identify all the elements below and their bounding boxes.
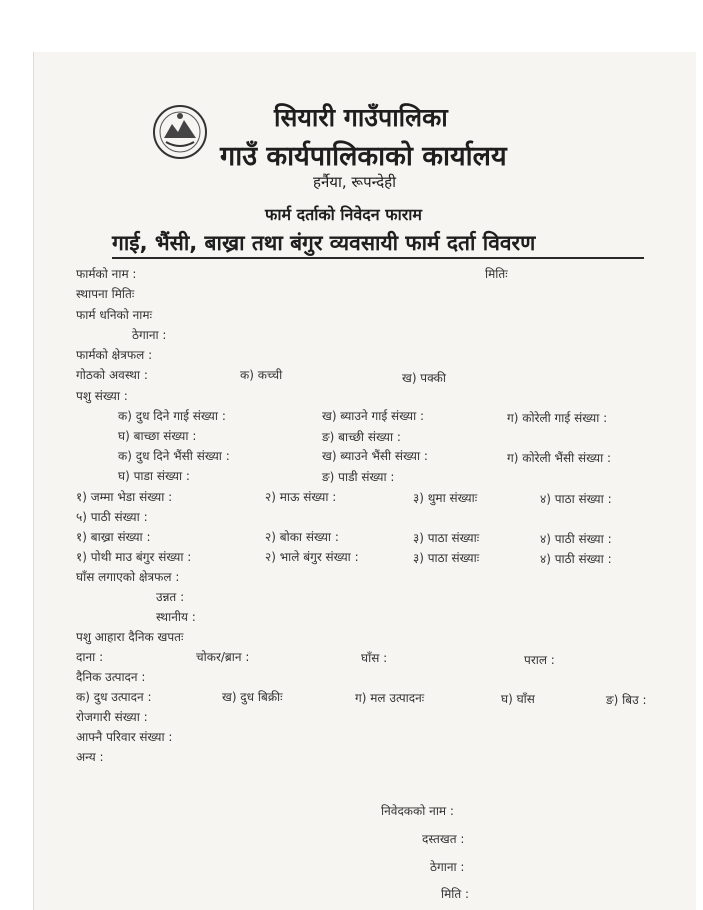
seed-production-label: ङ) बिउ : [606, 693, 647, 707]
sheep-kid-female-label: ५) पाठी संख्या : [76, 510, 148, 524]
sheep-ewe-label: २) माऊ संख्या : [265, 490, 337, 504]
feed-grain-label: दाना : [76, 650, 104, 664]
office-name: गाउँ कार्यपालिकाको कार्यालय [220, 141, 507, 172]
sheep-kid-male-label: ४) पाठा संख्या : [540, 492, 612, 506]
feed-daily-label: पशु आहारा दैनिक खपतः [76, 630, 184, 644]
local-label: स्थानीय : [156, 610, 196, 624]
grass-area-label: घाँस लगाएको क्षेत्रफल : [76, 570, 180, 584]
manure-production-label: ग) मल उत्पादनः [355, 691, 425, 705]
sheep-total-label: १) जम्मा भेडा संख्या : [76, 490, 173, 504]
applicant-date-label: मिति : [441, 887, 470, 901]
goat-kid-female-label: ४) पाठी संख्या : [540, 532, 612, 546]
page-title: गाई, भैंसी, बाख्रा तथा बंगुर व्यवसायी फार्म दर्ता विवरण [112, 231, 536, 255]
milk-production-label: क) दुध उत्पादन : [76, 690, 152, 704]
sheep-ram-label: ३) थुमा संख्याः [413, 491, 478, 505]
applicant-address-label: ठेगाना : [430, 860, 465, 874]
pig-sow-label: १) पोथी माउ बंगुर संख्या : [76, 550, 192, 564]
pig-kid-male-label: ३) पाठा संख्याः [413, 551, 480, 565]
buffalo-calf-female-label: ङ) पाडी संख्या : [322, 470, 395, 484]
grass-production-label: घ) घाँस [501, 692, 535, 706]
pig-boar-label: २) भाले बंगुर संख्या : [265, 550, 359, 564]
buffalo-heifer-label: ग) कोरेली भैंसी संख्या : [507, 451, 612, 465]
owner-name-label: फार्म धनिको नामः [76, 308, 153, 322]
shed-status-label: गोठको अवस्था : [76, 368, 148, 382]
farm-name-label: फार्मको नाम : [76, 267, 137, 281]
applicant-name-label: निवेदकको नाम : [381, 804, 454, 818]
municipality-emblem-icon [152, 104, 208, 160]
pig-kid-female-label: ४) पाठी संख्या : [540, 552, 612, 566]
office-location: हर्नैया, रूपन्देही [313, 173, 397, 191]
signature-label: दस्तखत : [422, 832, 465, 846]
buffalo-pregnant-label: ख) ब्याउने भैंसी संख्या : [322, 449, 428, 463]
buffalo-milk-label: क) दुध दिने भैंसी संख्या : [118, 449, 230, 463]
feed-straw-label: पराल : [524, 653, 555, 667]
title-underline [112, 257, 644, 259]
milk-sales-label: ख) दुध बिक्रीः [222, 690, 283, 704]
goat-kid-male-label: ३) पाठा संख्याः [413, 531, 480, 545]
date-label: मितिः [485, 267, 508, 281]
feed-grass-label: घाँस : [361, 651, 388, 665]
goat-buck-label: २) बोका संख्या : [265, 530, 339, 544]
calf-male-label: घ) बाच्छा संख्या : [118, 429, 197, 443]
livestock-count-label: पशु संख्या : [76, 389, 128, 403]
family-label: आफ्नै परिवार संख्या : [76, 730, 173, 744]
shed-kachchi-label: क) कच्ची [240, 368, 283, 382]
farm-area-label: फार्मको क्षेत्रफल : [76, 348, 153, 362]
improved-label: उन्नत : [156, 590, 185, 604]
goat-she-label: १) बाख्रा संख्या : [76, 530, 151, 544]
cow-milk-label: क) दुध दिने गाई संख्या : [118, 409, 226, 423]
address-label: ठेगाना : [132, 328, 167, 342]
other-label: अन्य : [76, 750, 104, 764]
shed-pakki-label: ख) पक्की [402, 371, 446, 385]
buffalo-calf-male-label: घ) पाडा संख्या : [118, 469, 190, 483]
municipality-name: सियारी गाउँपालिका [274, 103, 448, 132]
cow-heifer-label: ग) कोरेली गाई संख्या : [507, 411, 608, 425]
established-date-label: स्थापना मितिः [76, 287, 135, 301]
calf-female-label: ङ) बाच्छी संख्या : [322, 430, 401, 444]
cow-pregnant-label: ख) ब्याउने गाई संख्या : [322, 409, 425, 423]
employment-label: रोजगारी संख्या : [76, 710, 148, 724]
feed-bran-label: चोकर/ब्रान : [196, 650, 250, 664]
daily-production-label: दैनिक उत्पादन : [76, 670, 146, 684]
form-title: फार्म दर्ताको निवेदन फाराम [265, 205, 422, 224]
